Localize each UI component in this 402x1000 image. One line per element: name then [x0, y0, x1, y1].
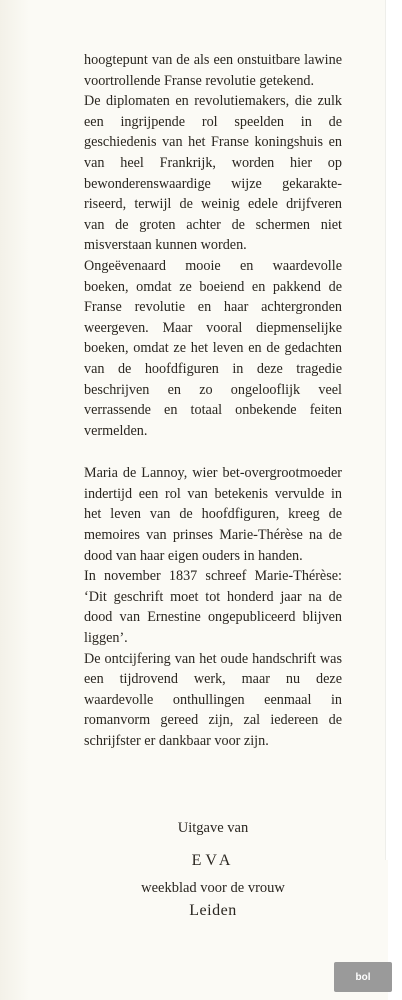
flap-body-text [84, 50, 342, 752]
publisher-subtitle: weekblad voor de vrouw [141, 880, 285, 896]
watermark-logo [334, 962, 392, 992]
watermark-text: bol [355, 971, 371, 983]
publisher-city: Leiden [189, 902, 237, 919]
paragraph-diplomats: De diplomaten en revolutiemakers, die zulk een ingrijpende rol speelden in de geschiedenis van het Franse koningshuis en van heel Frankrijk, worden hier op bewonderenswaardige wijze gekarakteriseerd, terwijl de weinig edele drijfveren van de groten achter de schermen niet misverstaan kunnen worden. [84, 93, 342, 254]
paragraph-quote: In november 1837 schreef Marie-Thérèse: ‘Dit geschrift moet tot honderd jaar na de dood van Ernestine ongepubliceerd blijven liggen’. [84, 568, 342, 647]
publisher-brand: EVA [191, 852, 235, 869]
jacket-edge [385, 0, 402, 860]
paragraph-author: Maria de Lannoy, wier bet-overgrootmoeder indertijd een rol van betekenis vervulde in het leven van de hoofdfiguren, kreeg de memoires van prinses Marie-Thérèse na de dood van haar eigen ouders in handen. [84, 465, 342, 564]
paragraph-intro: hoogtepunt van de als een onstuitbare lawine voortrollende Franse revolutie getekend. [84, 52, 342, 89]
publisher-block [84, 818, 342, 922]
jacket-fold-shadow [0, 0, 42, 1000]
publisher-intro: Uitgave van [177, 820, 249, 836]
paragraph-deciphering: De ontcijfering van het oude handschrift was een tijdrovend werk, maar nu deze waardevolle onthullingen eenmaal in romanvorm gereed zijn, zal iedereen de schrijfster er dankbaar voor zijn. [84, 650, 342, 749]
paragraph-books: Ongeëvenaard mooie en waardevolle boeken, omdat ze boeiend en pakkend de Franse revolutie en haar achtergronden weergeven. Maar vooral diepmenselijke boeken, omdat ze het leven en de gedachten van de hoofdfiguren in deze tragedie beschrijven en zo ongelooflijk veel verrassende en totaal onbekende feiten vermelden. [84, 257, 342, 439]
